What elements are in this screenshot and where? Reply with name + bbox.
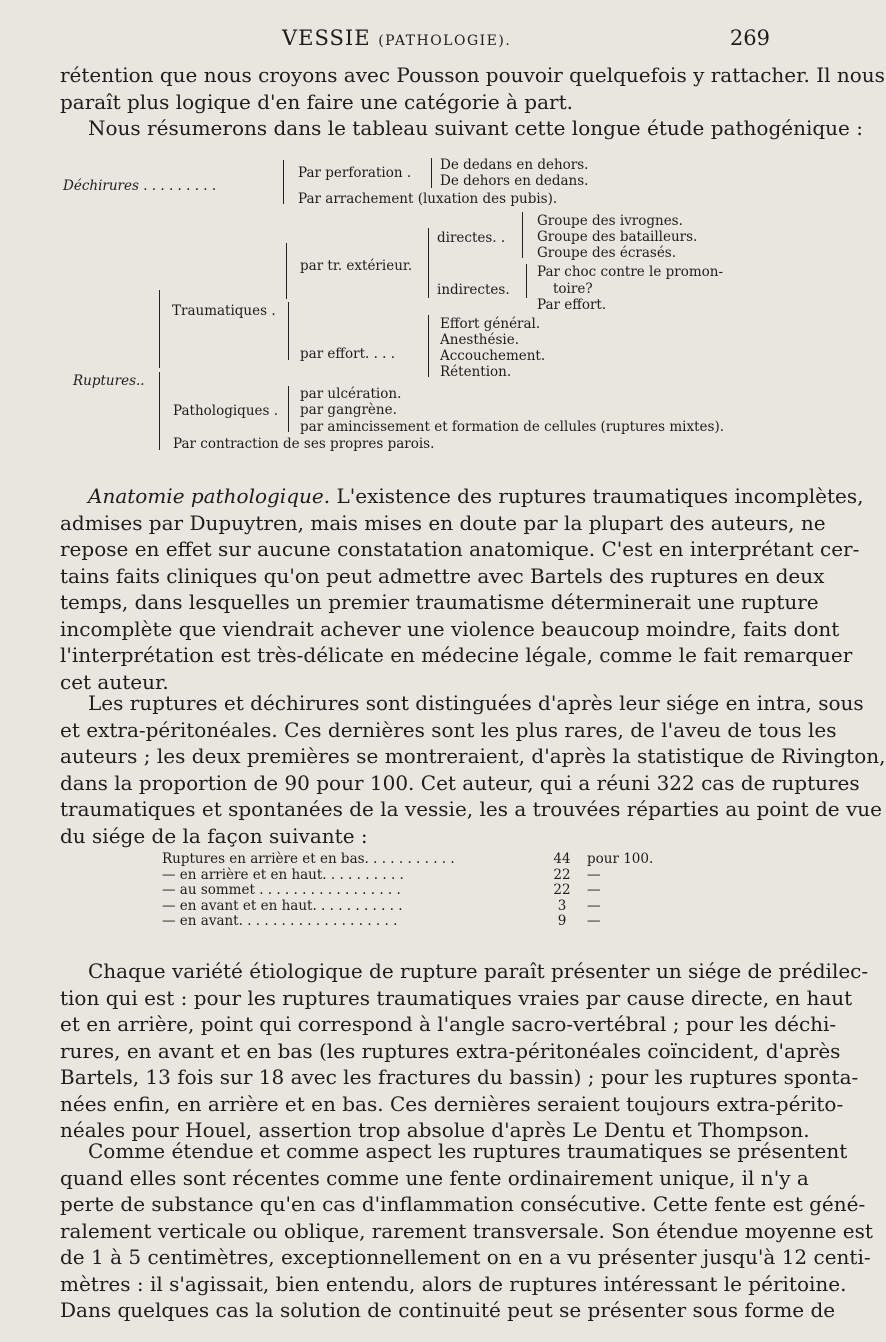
text-line: rures, en avant et en bas (les ruptures extra-péritonéales coïncident, d'après [60, 1038, 841, 1063]
text-line: Les ruptures et déchirures sont distinguées d'après leur siége en intra, sous [88, 691, 864, 715]
text-line [60, 483, 864, 510]
scheme-accouchement: Accouchement. [440, 348, 546, 364]
title-sub: (PATHOLOGIE). [378, 33, 512, 49]
brace [159, 372, 160, 450]
scheme-par-choc: Par choc contre le promon- [537, 264, 724, 280]
scheme-directes: directes. . [437, 230, 506, 246]
stats-row [162, 898, 632, 914]
scheme-anesthesie: Anesthésie. [440, 332, 519, 348]
stats-label: — en avant et en haut. . . . . . . . . . . [162, 897, 403, 914]
brace [288, 302, 289, 360]
rivington-stats-table [162, 851, 654, 929]
text-line: incomplète que viendrait achever une violence beaucoup moindre, faits dont [60, 616, 840, 641]
stats-value: 44 [553, 851, 571, 867]
page-number: 269 [729, 26, 770, 50]
text-line: Comme étendue et comme aspect les ruptures traumatiques se présentent [88, 1139, 848, 1163]
scheme-indirectes: indirectes. [437, 282, 510, 298]
stats-value: 3 [557, 897, 567, 914]
scheme-groupe-ivrognes: Groupe des ivrognes. [537, 213, 683, 229]
text-line: Chaque variété étiologique de rupture paraît présenter un siége de prédilec- [88, 959, 869, 983]
stats-row [162, 851, 654, 867]
text-line: de 1 à 5 centimètres, exceptionnellement on en a vu présenter jusqu'à 12 centi- [60, 1245, 871, 1269]
scheme-groupe-ecrases: Groupe des écrasés. [537, 245, 677, 261]
stats-unit: — [587, 882, 601, 898]
scheme-par-tr-exterieur: par tr. extérieur. [300, 258, 413, 274]
text-line: nées enfin, en arrière et en bas. Ces dernières seraient toujours extra-périto- [60, 1091, 844, 1116]
text-line: et en arrière, point qui correspond à l'angle sacro-vertébral ; pour les déchi- [60, 1012, 837, 1036]
scheme-par-effort-1: Par effort. [537, 297, 607, 313]
scheme-par-arrachement: Par arrachement (luxation des pubis). [298, 191, 558, 207]
text-line: tion qui est : pour les ruptures traumatiques vraies par cause directe, en haut [60, 985, 853, 1010]
brace [159, 290, 160, 368]
text-line: Dans quelques cas la solution de continuité peut se présenter sous forme de [60, 1298, 836, 1322]
brace [286, 243, 287, 299]
scheme-par-gangrene: par gangrène. [300, 402, 397, 418]
scheme-par-effort-2: par effort. . . . [300, 346, 396, 362]
text-line: néales pour Houel, assertion trop absolue d'après Le Dentu et Thompson. [60, 1118, 810, 1142]
scheme-de-dedans: De dedans en dehors. [440, 157, 589, 173]
brace [428, 228, 429, 298]
stats-value: 22 [553, 882, 571, 898]
scheme-par-contraction: Par contraction de ses propres parois. [173, 436, 435, 452]
section-heading: Anatomie pathologique. [88, 484, 331, 508]
brace [522, 212, 523, 258]
scheme-par-perforation: Par perforation . [298, 165, 412, 181]
predilection-paragraph [60, 958, 869, 1144]
text-line: ralement verticale ou oblique, rarement transversale. Son étendue moyenne est [60, 1218, 873, 1243]
stats-row [162, 913, 632, 929]
stats-unit: — [587, 913, 601, 929]
stats-label: Ruptures en arrière et en bas. . . . . . . . . . . [162, 851, 455, 867]
stats-value: 9 [557, 913, 567, 929]
text-line: et extra-péritonéales. Ces dernières sont les plus rares, de l'aveu de tous les [60, 717, 837, 742]
running-header [60, 26, 770, 56]
scheme-retention: Rétention. [440, 364, 512, 380]
text-line: quand elles sont récentes comme une fente ordinairement unique, il n'y a [60, 1165, 809, 1190]
stats-value: 22 [553, 866, 571, 883]
text-line: du siége de la façon suivante : [60, 823, 368, 848]
stats-row [162, 882, 632, 898]
text-line: Bartels, 13 fois sur 18 avec les fractures du bassin) ; pour les ruptures sponta- [60, 1065, 859, 1089]
text-line: l'interprétation est très-délicate en médecine légale, comme le fait remarquer [60, 643, 853, 667]
anatomie-paragraph [60, 483, 864, 695]
text-line: mètres : il s'agissait, bien entendu, alors de ruptures intéressant le péritoine. [60, 1271, 847, 1296]
stats-unit: pour 100. [587, 851, 654, 867]
etendue-paragraph [60, 1138, 873, 1324]
text-line: dans la proportion de 90 pour 100. Cet auteur, qui a réuni 322 cas de ruptures [60, 770, 860, 795]
brace [288, 386, 289, 432]
text-line: temps, dans lesquelles un premier traumatisme déterminerait une rupture [60, 590, 819, 614]
text-line: paraît plus logique d'en faire une catégorie à part. [60, 89, 573, 114]
text-line: perte de substance qu'en cas d'inflammation consécutive. Cette fente est géné- [60, 1192, 866, 1216]
brace [428, 315, 429, 377]
stats-unit: — [587, 866, 601, 883]
text-line: admises par Dupuytren, mais mises en doute par la plupart des auteurs, ne [60, 510, 826, 535]
scheme-ruptures: Ruptures.. [73, 373, 145, 389]
scheme-pathologiques: Pathologiques . [173, 403, 279, 419]
text-line: rétention que nous croyons avec Pousson pouvoir quelquefois y rattacher. Il nous [60, 63, 885, 87]
stats-unit: — [587, 897, 601, 914]
scheme-par-amincissement: par amincissement et formation de cellules (ruptures mixtes). [300, 419, 725, 435]
intro-paragraph [60, 62, 885, 142]
siege-paragraph [60, 690, 886, 849]
running-title [282, 26, 511, 50]
stats-label: — en arrière et en haut. . . . . . . . . . [162, 866, 404, 883]
text-line: repose en effet sur aucune constatation anatomique. C'est en interprétant cer- [60, 537, 860, 561]
text-run: L'existence des ruptures traumatiques incomplètes, [330, 484, 864, 508]
scheme-dechirures: Déchirures . . . . . . . . . [63, 178, 217, 194]
stats-label: — en avant. . . . . . . . . . . . . . . . . . . [162, 913, 398, 929]
title-main: VESSIE [282, 26, 371, 50]
scheme-traumatiques: Traumatiques . [172, 303, 276, 319]
scheme-toire: toire? [553, 281, 593, 297]
text-line: tains faits cliniques qu'on peut admettre avec Bartels des ruptures en deux [60, 563, 825, 588]
stats-label: — au sommet . . . . . . . . . . . . . . . . . [162, 882, 401, 898]
text-line: cet auteur. [60, 669, 169, 694]
brace [526, 264, 527, 298]
scheme-de-dehors: De dehors en dedans. [440, 173, 589, 189]
brace [431, 158, 432, 188]
text-line: Nous résumerons dans le tableau suivant cette longue étude pathogénique : [88, 116, 863, 140]
stats-row [162, 867, 632, 883]
scheme-par-ulceration: par ulcération. [300, 386, 402, 402]
text-line: auteurs ; les deux premières se montreraient, d'après la statistique de Rivington, [60, 744, 886, 768]
text-line: traumatiques et spontanées de la vessie, les a trouvées réparties au point de vue [60, 797, 883, 821]
scheme-effort-general: Effort général. [440, 316, 541, 332]
scheme-groupe-batailleurs: Groupe des batailleurs. [537, 229, 698, 245]
brace [283, 160, 284, 204]
